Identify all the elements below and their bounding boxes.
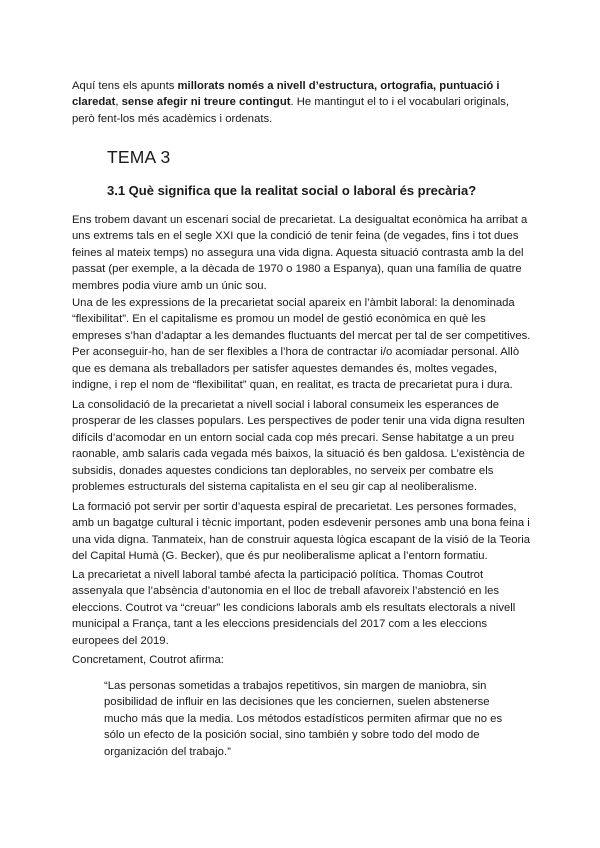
section-heading: 3.1 Què significa que la realitat social o laboral és precària?: [107, 183, 477, 198]
paragraph-formacio: La formació pot servir per sortir d’aquesta espiral de precarietat. Les persones formades, amb un bagatge cultural i tècnic important, poden esdevenir persones amb una bona feina i una vida digna. Tanmateix, han de construir aquesta lògica escapant de la visió de la Teoria del Capital Humà (G. Becker), que és pur neoliberalisme aplicat a l’entorn formatiu.: [72, 501, 531, 563]
paragraph-consolidacio: La consolidació de la precarietat a nivell social i laboral consumeix les esperances de prosperar de les classes populars. Les perspectives de poder tenir una vida digna resulten difícils d’acomodar en un entorn social cada cop més precari. Sense habitatge a un preu raonable, amb salaris cada vegada més baixos, la situació és ben galdosa. L’existència de subsidis, donades aquestes condicions tan deplorables, no serveix per combatre els problemes estructurals del sistema capitalista en el seu gir cap al neoliberalisme.: [72, 399, 525, 494]
paragraph-coutrot-afirma: Concretament, Coutrot afirma:: [72, 654, 224, 666]
coutrot-quote: “Las personas sometidas a trabajos repetitivos, sin margen de maniobra, sin posibilidad de influir en las decisiones que les conciernen, suelen abstenerse mucho más que la media. Los métodos estadísticos permiten afirmar que no es sólo un efecto de la posición social, sino también y sobre todo del modo de organización del trabajo.”: [104, 680, 503, 758]
paragraph-flexibilitat: Una de les expressions de la precarietat social apareix en l’àmbit laboral: la denominada “flexibilitat”. En el capitalisme es promou un model de gestió econòmica en què les empreses s’han d’adaptar a les demandes fluctuants del mercat per tal de ser competitives. Per aconseguir-ho, han de ser flexibles a l’hora de contractar i/o acomiadar personal. Allò que es demana als treballadors per satisfer aquestes demandes és, moltes vegades, indigne, i rep el nom de “flexibilitat” quan, en realitat, es tracta de precarietat pura i dura.: [72, 297, 531, 392]
intro-lead: Aquí tens els apunts: [72, 80, 178, 92]
intro-note: [72, 78, 532, 127]
intro-bold-improved: millorats només a nivell d’estructura, ortografia, puntuació i claredat: [72, 80, 500, 109]
intro-tail: . He mantingut el to i el vocabulari originals, però fent-los més acadèmics i ordenats.: [72, 96, 510, 125]
page-title: TEMA 3: [107, 147, 171, 167]
intro-bold-no-change: sense afegir ni treure contingut: [121, 96, 291, 109]
paragraph-precarietat-social: Ens trobem davant un escenari social de precarietat. La desigualtat econòmica ha arribat a uns extrems tals en el segle XXI que la condició de tenir feina (de vegades, fins i tot dues feines al mateix temps) no assegura una vida digna. Aquesta situació contrasta amb la del passat (per exemple, a la dècada de 1970 o 1980 a Espanya), quan una família de quatre membres podia viure amb un únic sou.: [72, 214, 528, 292]
paragraph-participacio-politica: La precarietat a nivell laboral també afecta la participació política. Thomas Coutrot assenyala que l’absència d’autonomia en el lloc de treball afavoreix l’abstenció en les eleccions. Coutrot va “creuar” les condicions laborals amb els resultats electorals a nivell municipal a França, tant a les eleccions presidencials del 2017 com a les eleccions europees del 2019.: [72, 569, 516, 647]
intro-mid: ,: [115, 96, 122, 109]
